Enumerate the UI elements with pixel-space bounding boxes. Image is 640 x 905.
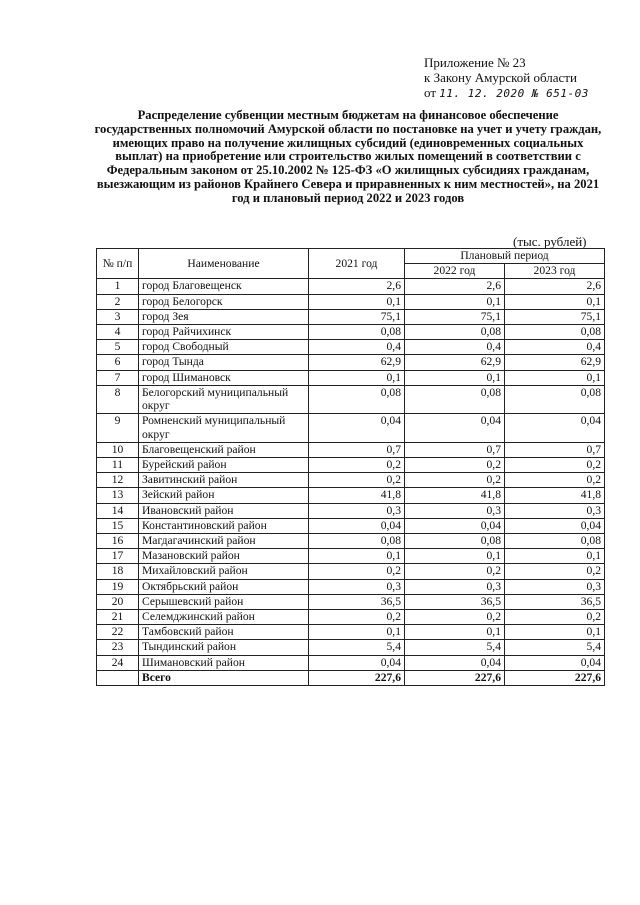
row-value-2023: 0,4 bbox=[505, 340, 605, 355]
row-value-2021: 75,1 bbox=[309, 309, 405, 324]
table-row bbox=[97, 473, 605, 488]
total-empty bbox=[97, 670, 139, 685]
row-value-2021: 0,04 bbox=[309, 655, 405, 670]
row-value-2023: 75,1 bbox=[505, 309, 605, 324]
row-value-2021: 0,1 bbox=[309, 370, 405, 385]
row-value-2022: 0,1 bbox=[405, 294, 505, 309]
row-number: 18 bbox=[97, 564, 139, 579]
row-value-2022: 0,1 bbox=[405, 625, 505, 640]
row-value-2022: 2,6 bbox=[405, 279, 505, 294]
total-label: Всего bbox=[139, 670, 309, 685]
row-name: Завитинский район bbox=[139, 473, 309, 488]
row-value-2023: 0,08 bbox=[505, 324, 605, 339]
row-number: 4 bbox=[97, 324, 139, 339]
row-value-2022: 0,04 bbox=[405, 414, 505, 443]
row-value-2021: 0,2 bbox=[309, 564, 405, 579]
row-name: Тындинский район bbox=[139, 640, 309, 655]
header-number: № п/п bbox=[97, 249, 139, 279]
row-value-2021: 0,08 bbox=[309, 534, 405, 549]
total-row bbox=[97, 670, 605, 685]
row-value-2022: 75,1 bbox=[405, 309, 505, 324]
row-value-2023: 0,3 bbox=[505, 503, 605, 518]
row-value-2022: 0,04 bbox=[405, 518, 505, 533]
table-body bbox=[97, 279, 605, 686]
header-name: Наименование bbox=[139, 249, 309, 279]
row-value-2021: 0,1 bbox=[309, 549, 405, 564]
row-number: 15 bbox=[97, 518, 139, 533]
appendix-date-line bbox=[424, 85, 634, 101]
row-number: 8 bbox=[97, 385, 139, 414]
row-name: Зейский район bbox=[139, 488, 309, 503]
row-name: город Свободный bbox=[139, 340, 309, 355]
row-number: 23 bbox=[97, 640, 139, 655]
row-value-2021: 0,7 bbox=[309, 442, 405, 457]
row-value-2023: 0,1 bbox=[505, 549, 605, 564]
row-name: Тамбовский район bbox=[139, 625, 309, 640]
row-value-2022: 0,2 bbox=[405, 564, 505, 579]
row-value-2023: 2,6 bbox=[505, 279, 605, 294]
table-row bbox=[97, 370, 605, 385]
row-number: 14 bbox=[97, 503, 139, 518]
row-value-2022: 0,1 bbox=[405, 549, 505, 564]
row-name: Серышевский район bbox=[139, 594, 309, 609]
document-title: Распределение субвенции местным бюджетам на финансовое обеспечение государственных полномочий Амурской области по постановке на учет и учету граждан, имеющих право на получение жилищных субсидий (единовременных социальных выплат) на приобретение или строительство жилых помещений в соответствии с Федеральным законом от 25.10.2002 № 125-ФЗ «О жилищных субсидиях гражданам, выезжающим из районов Крайнего Севера и приравненных к ним местностей», на 2021 год и плановый период 2022 и 2023 годов bbox=[94, 108, 602, 205]
row-value-2021: 0,2 bbox=[309, 609, 405, 624]
row-value-2023: 0,3 bbox=[505, 579, 605, 594]
handwritten-date-number: 11. 12. 2020 № 651-03 bbox=[439, 87, 589, 100]
row-value-2022: 0,7 bbox=[405, 442, 505, 457]
row-name: Михайловский район bbox=[139, 564, 309, 579]
appendix-number: Приложение № 23 bbox=[424, 55, 526, 70]
row-number: 6 bbox=[97, 355, 139, 370]
table-row bbox=[97, 640, 605, 655]
row-number: 10 bbox=[97, 442, 139, 457]
appendix-date-prefix: от bbox=[424, 85, 437, 100]
row-number: 1 bbox=[97, 279, 139, 294]
row-value-2023: 0,08 bbox=[505, 534, 605, 549]
row-name: Бурейский район bbox=[139, 458, 309, 473]
row-value-2023: 0,7 bbox=[505, 442, 605, 457]
row-name: Константиновский район bbox=[139, 518, 309, 533]
table-row bbox=[97, 340, 605, 355]
row-number: 11 bbox=[97, 458, 139, 473]
table-row bbox=[97, 594, 605, 609]
table-row bbox=[97, 324, 605, 339]
row-number: 16 bbox=[97, 534, 139, 549]
row-value-2023: 5,4 bbox=[505, 640, 605, 655]
row-value-2021: 0,3 bbox=[309, 503, 405, 518]
row-name: Мазановский район bbox=[139, 549, 309, 564]
row-value-2023: 0,1 bbox=[505, 294, 605, 309]
row-value-2023: 0,04 bbox=[505, 414, 605, 443]
row-name: Октябрьский район bbox=[139, 579, 309, 594]
table-row bbox=[97, 534, 605, 549]
row-value-2022: 0,2 bbox=[405, 458, 505, 473]
table-row bbox=[97, 414, 605, 443]
header-planned-period: Плановый период bbox=[405, 249, 605, 264]
table-row bbox=[97, 564, 605, 579]
row-value-2022: 62,9 bbox=[405, 355, 505, 370]
row-value-2022: 0,2 bbox=[405, 609, 505, 624]
header-2022: 2022 год bbox=[405, 264, 505, 279]
total-2021: 227,6 bbox=[309, 670, 405, 685]
row-value-2022: 0,08 bbox=[405, 534, 505, 549]
row-number: 20 bbox=[97, 594, 139, 609]
row-value-2021: 0,4 bbox=[309, 340, 405, 355]
row-value-2023: 0,08 bbox=[505, 385, 605, 414]
table-row bbox=[97, 385, 605, 414]
row-name: Ивановский район bbox=[139, 503, 309, 518]
table-row bbox=[97, 655, 605, 670]
appendix-header bbox=[424, 55, 634, 101]
row-number: 19 bbox=[97, 579, 139, 594]
row-name: город Райчихинск bbox=[139, 324, 309, 339]
row-number: 24 bbox=[97, 655, 139, 670]
row-number: 5 bbox=[97, 340, 139, 355]
row-name: Благовещенский район bbox=[139, 442, 309, 457]
table-row bbox=[97, 549, 605, 564]
row-value-2023: 0,1 bbox=[505, 370, 605, 385]
row-value-2021: 0,1 bbox=[309, 625, 405, 640]
units-label: (тыс. рублей) bbox=[513, 234, 587, 249]
row-name: город Белогорск bbox=[139, 294, 309, 309]
table-row bbox=[97, 294, 605, 309]
row-value-2023: 0,04 bbox=[505, 518, 605, 533]
row-number: 3 bbox=[97, 309, 139, 324]
row-name: Ромненский муниципальный округ bbox=[139, 414, 309, 443]
table-row bbox=[97, 309, 605, 324]
row-value-2022: 0,4 bbox=[405, 340, 505, 355]
row-value-2023: 62,9 bbox=[505, 355, 605, 370]
row-value-2022: 0,3 bbox=[405, 503, 505, 518]
row-value-2022: 0,08 bbox=[405, 324, 505, 339]
row-value-2022: 0,3 bbox=[405, 579, 505, 594]
row-value-2023: 0,2 bbox=[505, 458, 605, 473]
row-value-2021: 36,5 bbox=[309, 594, 405, 609]
table-row bbox=[97, 442, 605, 457]
table-row bbox=[97, 355, 605, 370]
table-row bbox=[97, 458, 605, 473]
row-value-2021: 0,2 bbox=[309, 473, 405, 488]
table-row bbox=[97, 625, 605, 640]
row-value-2022: 36,5 bbox=[405, 594, 505, 609]
row-value-2021: 62,9 bbox=[309, 355, 405, 370]
row-value-2021: 0,08 bbox=[309, 324, 405, 339]
table-row bbox=[97, 609, 605, 624]
row-value-2023: 0,1 bbox=[505, 625, 605, 640]
row-value-2021: 0,04 bbox=[309, 518, 405, 533]
subsidy-table bbox=[96, 248, 605, 686]
row-value-2021: 5,4 bbox=[309, 640, 405, 655]
row-number: 12 bbox=[97, 473, 139, 488]
row-value-2021: 0,2 bbox=[309, 458, 405, 473]
table-row bbox=[97, 579, 605, 594]
row-name: город Тында bbox=[139, 355, 309, 370]
row-value-2023: 0,2 bbox=[505, 473, 605, 488]
row-number: 7 bbox=[97, 370, 139, 385]
row-value-2021: 0,1 bbox=[309, 294, 405, 309]
table-row bbox=[97, 518, 605, 533]
row-value-2022: 0,04 bbox=[405, 655, 505, 670]
row-value-2023: 0,2 bbox=[505, 564, 605, 579]
row-name: Белогорский муниципальный округ bbox=[139, 385, 309, 414]
total-2023: 227,6 bbox=[505, 670, 605, 685]
row-value-2021: 41,8 bbox=[309, 488, 405, 503]
row-number: 2 bbox=[97, 294, 139, 309]
row-value-2022: 5,4 bbox=[405, 640, 505, 655]
row-number: 17 bbox=[97, 549, 139, 564]
total-2022: 227,6 bbox=[405, 670, 505, 685]
row-name: Шимановский район bbox=[139, 655, 309, 670]
row-name: город Шимановск bbox=[139, 370, 309, 385]
row-number: 9 bbox=[97, 414, 139, 443]
row-name: город Благовещенск bbox=[139, 279, 309, 294]
row-value-2022: 0,2 bbox=[405, 473, 505, 488]
header-2021: 2021 год bbox=[309, 249, 405, 279]
row-value-2022: 41,8 bbox=[405, 488, 505, 503]
row-value-2023: 41,8 bbox=[505, 488, 605, 503]
row-value-2021: 0,04 bbox=[309, 414, 405, 443]
row-number: 22 bbox=[97, 625, 139, 640]
row-name: город Зея bbox=[139, 309, 309, 324]
row-value-2023: 0,2 bbox=[505, 609, 605, 624]
table-row bbox=[97, 279, 605, 294]
header-2023: 2023 год bbox=[505, 264, 605, 279]
row-value-2021: 0,08 bbox=[309, 385, 405, 414]
row-number: 13 bbox=[97, 488, 139, 503]
row-value-2023: 0,04 bbox=[505, 655, 605, 670]
row-value-2021: 2,6 bbox=[309, 279, 405, 294]
row-name: Селемджинский район bbox=[139, 609, 309, 624]
table-row bbox=[97, 488, 605, 503]
table-row bbox=[97, 503, 605, 518]
row-value-2021: 0,3 bbox=[309, 579, 405, 594]
row-value-2023: 36,5 bbox=[505, 594, 605, 609]
appendix-law-ref: к Закону Амурской области bbox=[424, 70, 577, 85]
row-number: 21 bbox=[97, 609, 139, 624]
row-value-2022: 0,08 bbox=[405, 385, 505, 414]
row-value-2022: 0,1 bbox=[405, 370, 505, 385]
row-name: Магдагачинский район bbox=[139, 534, 309, 549]
